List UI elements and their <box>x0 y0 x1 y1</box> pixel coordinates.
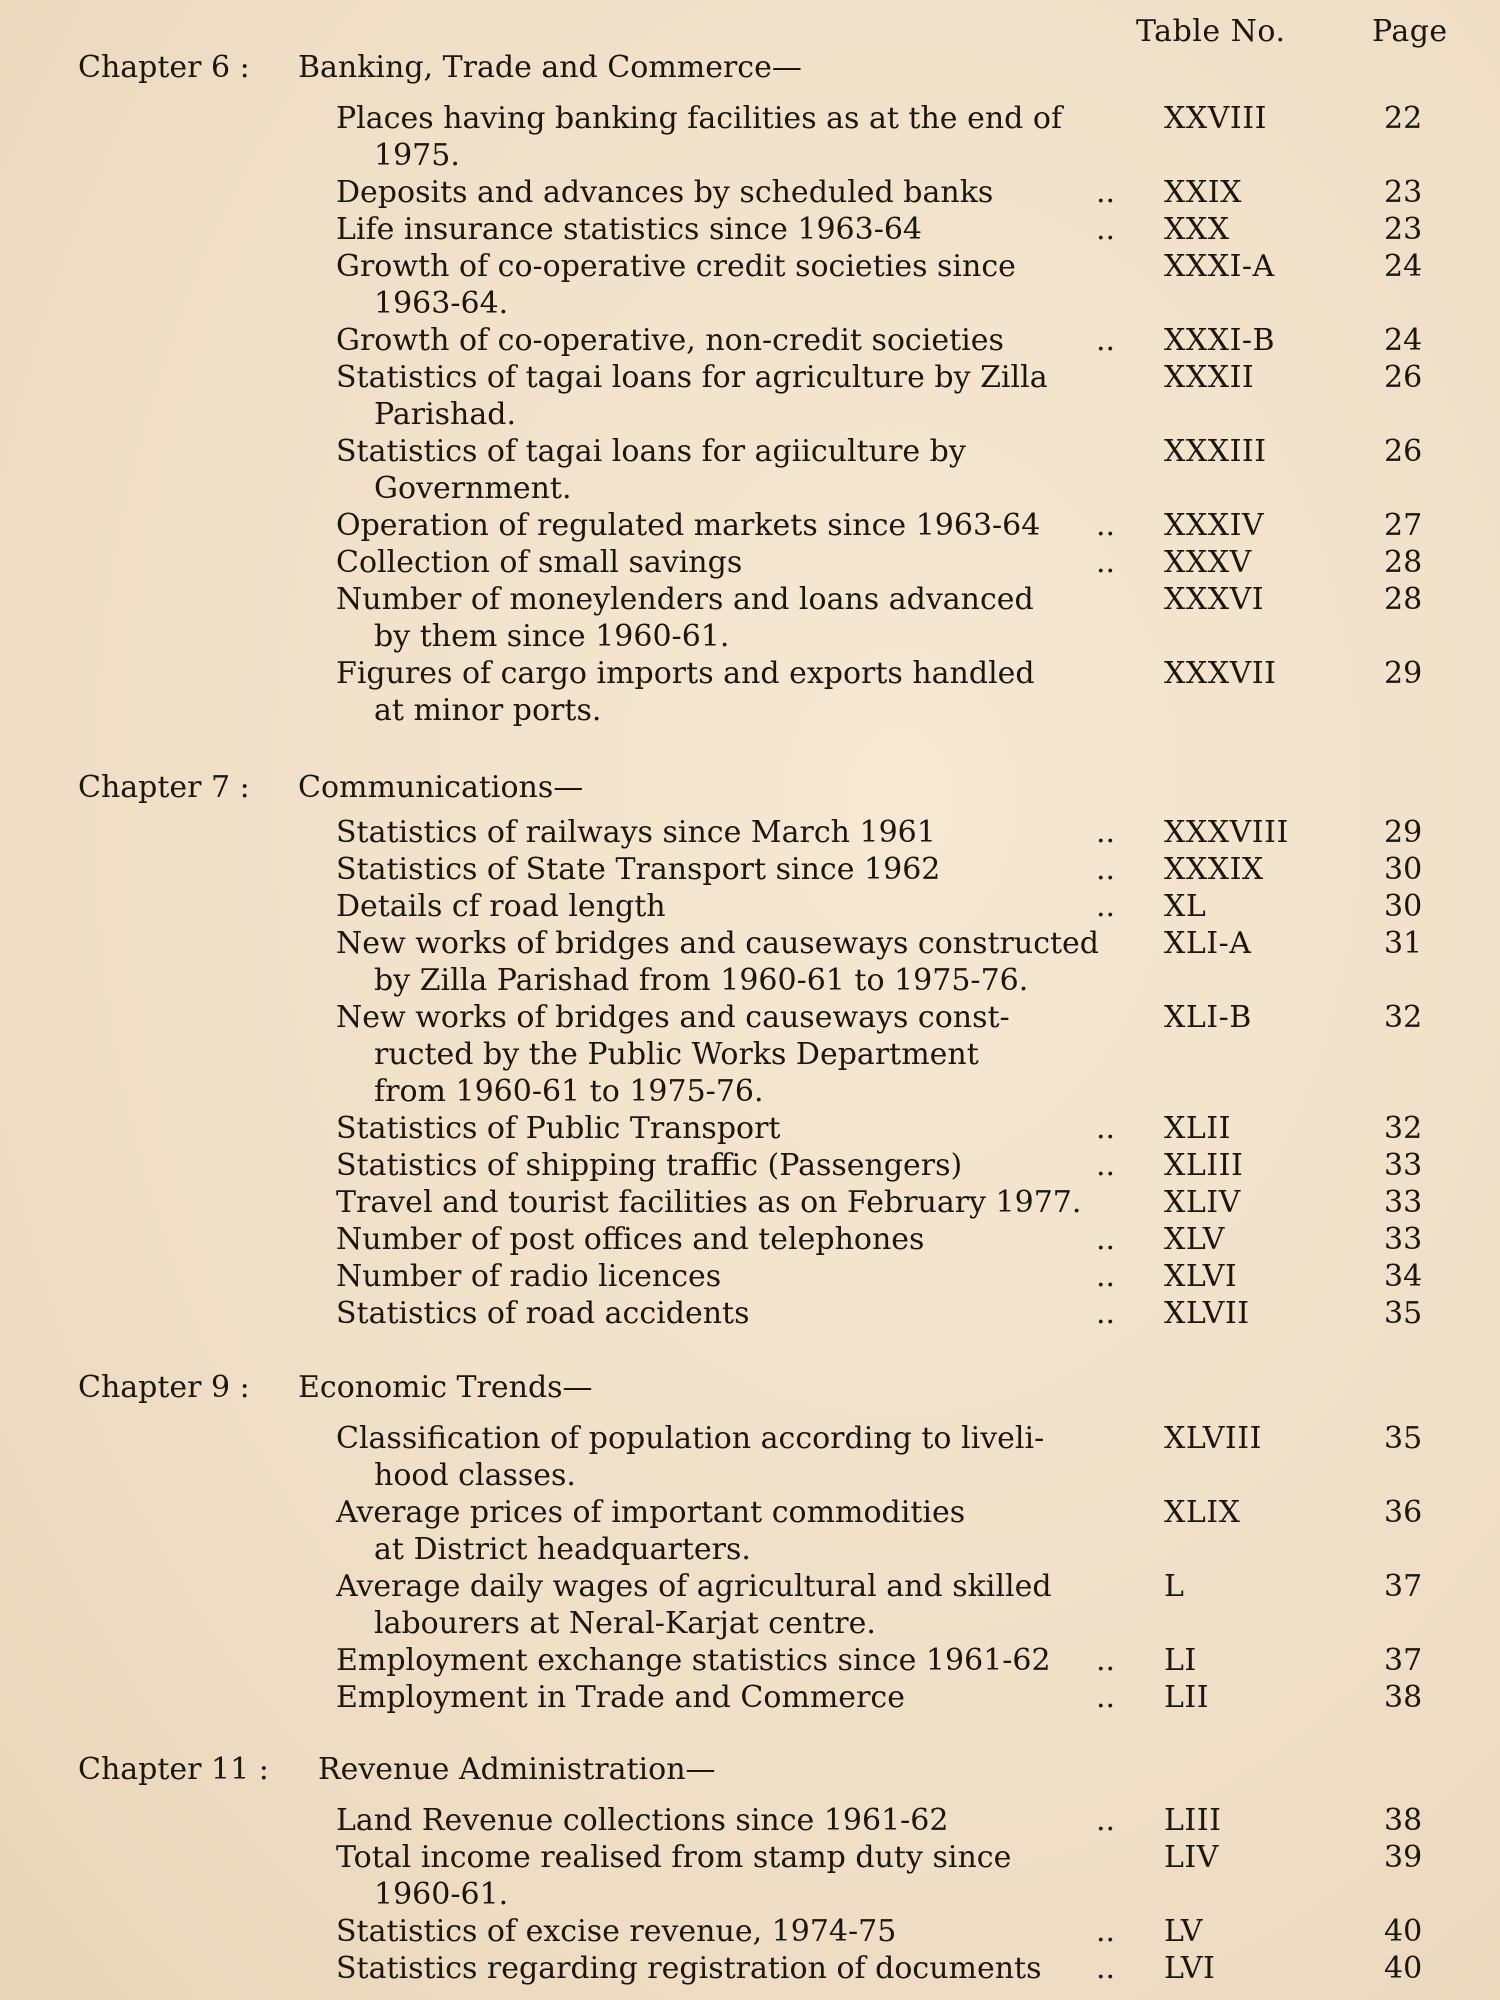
entry-title <box>336 1679 1126 1716</box>
entry-title <box>336 1913 1126 1950</box>
entry-title-line: Figures of cargo imports and exports handled <box>336 656 1035 691</box>
table-number: XXXII <box>1164 360 1255 395</box>
chapter-heading <box>78 770 583 805</box>
entry-title <box>336 1420 1126 1494</box>
entry-title-line: Number of post offices and telephones <box>336 1222 925 1257</box>
leader-dots: .. <box>1096 1680 1116 1715</box>
chapter-title: Communications— <box>298 770 584 805</box>
page-number: 39 <box>1384 1840 1423 1875</box>
chapter-heading <box>78 50 802 85</box>
entry-title <box>336 359 1126 433</box>
entry-title-line: Deposits and advances by scheduled banks <box>336 175 994 210</box>
entry-title <box>336 174 1126 211</box>
leader-dots: .. <box>1096 1148 1116 1183</box>
table-number: LI <box>1164 1643 1197 1678</box>
entry-title-line: Collection of small savings <box>336 545 743 580</box>
entry-title-line: Number of moneylenders and loans advanced <box>336 582 1034 617</box>
table-number: XXXVI <box>1164 582 1265 617</box>
entry-title-line: New works of bridges and causeways const- <box>336 1000 1010 1035</box>
page-number: 34 <box>1384 1259 1423 1294</box>
page-number: 38 <box>1384 1680 1423 1715</box>
entry-title-continuation: Government. <box>374 471 572 506</box>
entry-title-line: Growth of co-operative, non-credit societies <box>336 323 1004 358</box>
entry-title-line: Places having banking facilities as at the end of <box>336 101 1063 136</box>
leader-dots: .. <box>1096 815 1116 850</box>
leader-dots: .. <box>1096 212 1116 247</box>
leader-dots: .. <box>1096 175 1116 210</box>
leader-dots: .. <box>1096 1643 1116 1678</box>
entry-title <box>336 1642 1126 1679</box>
page-number: 30 <box>1384 852 1423 887</box>
leader-dots: .. <box>1096 1951 1116 1986</box>
entry-title-line: Number of radio licences <box>336 1259 722 1294</box>
entry-title <box>336 248 1126 322</box>
page-number: 37 <box>1384 1569 1423 1604</box>
leader-dots: .. <box>1096 1803 1116 1838</box>
entry-title-line: Statistics of railways since March 1961 <box>336 815 936 850</box>
entry-title <box>336 581 1126 655</box>
entry-title <box>336 1258 1126 1295</box>
page-number: 38 <box>1384 1803 1423 1838</box>
entry-title-line: Statistics of shipping traffic (Passengers) <box>336 1148 963 1183</box>
entry-title <box>336 211 1126 248</box>
entry-title <box>336 433 1126 507</box>
entry-title-continuation: labourers at Neral-Karjat centre. <box>374 1606 876 1641</box>
page-number: 33 <box>1384 1222 1423 1257</box>
leader-dots: .. <box>1096 508 1116 543</box>
entry-title-line: Operation of regulated markets since 1963-64 <box>336 508 1041 543</box>
entry-title-continuation: at District headquarters. <box>374 1532 751 1567</box>
entry-title-continuation: at minor ports. <box>374 693 602 728</box>
entry-title <box>336 925 1126 999</box>
page-number: 35 <box>1384 1296 1423 1331</box>
entry-title-line: Average prices of important commodities <box>336 1495 966 1530</box>
table-number: LIII <box>1164 1803 1222 1838</box>
entry-title <box>336 322 1126 359</box>
entry-title <box>336 851 1126 888</box>
table-number: LII <box>1164 1680 1210 1715</box>
chapter-heading <box>78 1752 716 1787</box>
page-column-header: Page <box>1372 14 1448 49</box>
page-number: 29 <box>1384 656 1423 691</box>
entry-title-line: Classification of population according to liveli- <box>336 1421 1045 1456</box>
page-number: 23 <box>1384 175 1423 210</box>
entry-title <box>336 100 1126 174</box>
entry-title <box>336 1839 1126 1913</box>
table-number: XXIX <box>1164 175 1242 210</box>
entry-title-line: Statistics of excise revenue, 1974-75 <box>336 1914 897 1949</box>
entry-title-continuation: from 1960-61 to 1975-76. <box>374 1074 764 1109</box>
entry-title <box>336 1147 1126 1184</box>
entry-title-line: Life insurance statistics since 1963-64 <box>336 212 923 247</box>
table-number: XXXI-A <box>1164 249 1275 284</box>
entry-title <box>336 1568 1126 1642</box>
entry-title <box>336 544 1126 581</box>
entry-title-continuation: Parishad. <box>374 397 517 432</box>
table-number: XLIV <box>1164 1185 1241 1220</box>
page-number: 35 <box>1384 1421 1423 1456</box>
entry-title-continuation: ructed by the Public Works Department <box>374 1037 979 1072</box>
page-number: 26 <box>1384 434 1423 469</box>
table-number: XLV <box>1164 1222 1225 1257</box>
leader-dots: .. <box>1096 852 1116 887</box>
entry-title-line: New works of bridges and causeways constructed <box>336 926 1100 961</box>
entry-title <box>336 999 1126 1110</box>
leader-dots: .. <box>1096 1111 1116 1146</box>
page-number: 37 <box>1384 1643 1423 1678</box>
page-number: 33 <box>1384 1148 1423 1183</box>
entry-title-continuation: 1975. <box>374 138 460 173</box>
entry-title <box>336 507 1126 544</box>
page-number: 32 <box>1384 1000 1423 1035</box>
page-number: 24 <box>1384 323 1423 358</box>
table-number: XLVIII <box>1164 1421 1262 1456</box>
table-number: XLVI <box>1164 1259 1238 1294</box>
entry-title-line: Total income realised from stamp duty since <box>336 1840 1012 1875</box>
table-number: XLVII <box>1164 1296 1250 1331</box>
page-number: 27 <box>1384 508 1423 543</box>
leader-dots: .. <box>1096 323 1116 358</box>
entry-title-line: Details cf road length <box>336 889 666 924</box>
entry-title <box>336 1295 1126 1332</box>
entry-title-continuation: by Zilla Parishad from 1960-61 to 1975-76. <box>374 963 1029 998</box>
entry-title <box>336 1110 1126 1147</box>
page-number: 30 <box>1384 889 1423 924</box>
table-no-column-header: Table No. <box>1136 14 1286 49</box>
page-number: 22 <box>1384 101 1423 136</box>
page-number: 28 <box>1384 545 1423 580</box>
entry-title <box>336 1184 1126 1221</box>
page-number: 32 <box>1384 1111 1423 1146</box>
entry-title-line: Statistics of Public Transport <box>336 1111 781 1146</box>
table-number: XXXVIII <box>1164 815 1289 850</box>
table-number: XXVIII <box>1164 101 1267 136</box>
entry-title-line: Statistics of tagai loans for agiiculture by <box>336 434 966 469</box>
entry-title-line: Statistics of tagai loans for agriculture by Zilla <box>336 360 1048 395</box>
entry-title-line: Employment in Trade and Commerce <box>336 1680 905 1715</box>
chapter-title: Revenue Administration— <box>318 1752 716 1787</box>
entry-title-line: Employment exchange statistics since 1961-62 <box>336 1643 1051 1678</box>
page-number: 26 <box>1384 360 1423 395</box>
table-number: LVI <box>1164 1951 1216 1986</box>
entry-title-continuation: hood classes. <box>374 1458 576 1493</box>
table-number: XXXI-B <box>1164 323 1276 358</box>
chapter-label: Chapter 7 : <box>78 770 250 805</box>
entry-title <box>336 1950 1126 1987</box>
leader-dots: .. <box>1096 889 1116 924</box>
entry-title-line: Average daily wages of agricultural and skilled <box>336 1569 1052 1604</box>
entry-title-line: Statistics of State Transport since 1962 <box>336 852 941 887</box>
chapter-label: Chapter 6 : <box>78 50 250 85</box>
table-number: XLIX <box>1164 1495 1241 1530</box>
entry-title-line: Statistics of road accidents <box>336 1296 750 1331</box>
leader-dots: .. <box>1096 1259 1116 1294</box>
table-number: L <box>1164 1569 1185 1604</box>
leader-dots: .. <box>1096 545 1116 580</box>
leader-dots: .. <box>1096 1914 1116 1949</box>
entry-title <box>336 1802 1126 1839</box>
chapter-label: Chapter 11 : <box>78 1752 269 1787</box>
table-number: XXXV <box>1164 545 1252 580</box>
page-number: 24 <box>1384 249 1423 284</box>
table-number: XLIII <box>1164 1148 1244 1183</box>
chapter-label: Chapter 9 : <box>78 1370 250 1405</box>
entry-title <box>336 1221 1126 1258</box>
chapter-title: Economic Trends— <box>298 1370 593 1405</box>
entry-title-continuation: by them since 1960-61. <box>374 619 730 654</box>
table-number: XLII <box>1164 1111 1231 1146</box>
entry-title-line: Travel and tourist facilities as on February 1977. <box>336 1185 1082 1220</box>
entry-title-line: Land Revenue collections since 1961-62 <box>336 1803 949 1838</box>
entry-title <box>336 1494 1126 1568</box>
entry-title-line: Statistics regarding registration of documents <box>336 1951 1042 1986</box>
table-number: LV <box>1164 1914 1204 1949</box>
table-number: XXXIV <box>1164 508 1265 543</box>
chapter-title: Banking, Trade and Commerce— <box>298 50 802 85</box>
table-number: XL <box>1164 889 1207 924</box>
page-number: 31 <box>1384 926 1423 961</box>
page-number: 33 <box>1384 1185 1423 1220</box>
table-number: LIV <box>1164 1840 1219 1875</box>
entry-title <box>336 655 1126 729</box>
table-number: XXXVII <box>1164 656 1277 691</box>
leader-dots: .. <box>1096 1222 1116 1257</box>
table-number: XLI-B <box>1164 1000 1252 1035</box>
page-number: 23 <box>1384 212 1423 247</box>
page-number: 29 <box>1384 815 1423 850</box>
table-number: XXXIX <box>1164 852 1264 887</box>
leader-dots: .. <box>1096 1296 1116 1331</box>
chapter-heading <box>78 1370 593 1405</box>
table-number: XXXIII <box>1164 434 1267 469</box>
entry-title <box>336 814 1126 851</box>
table-number: XLI-A <box>1164 926 1252 961</box>
page-number: 40 <box>1384 1951 1423 1986</box>
entry-title <box>336 888 1126 925</box>
entry-title-continuation: 1960-61. <box>374 1877 509 1912</box>
entry-title-continuation: 1963-64. <box>374 286 509 321</box>
page-number: 28 <box>1384 582 1423 617</box>
page-number: 36 <box>1384 1495 1423 1530</box>
entry-title-line: Growth of co-operative credit societies since <box>336 249 1016 284</box>
page-number: 40 <box>1384 1914 1423 1949</box>
table-number: XXX <box>1164 212 1230 247</box>
